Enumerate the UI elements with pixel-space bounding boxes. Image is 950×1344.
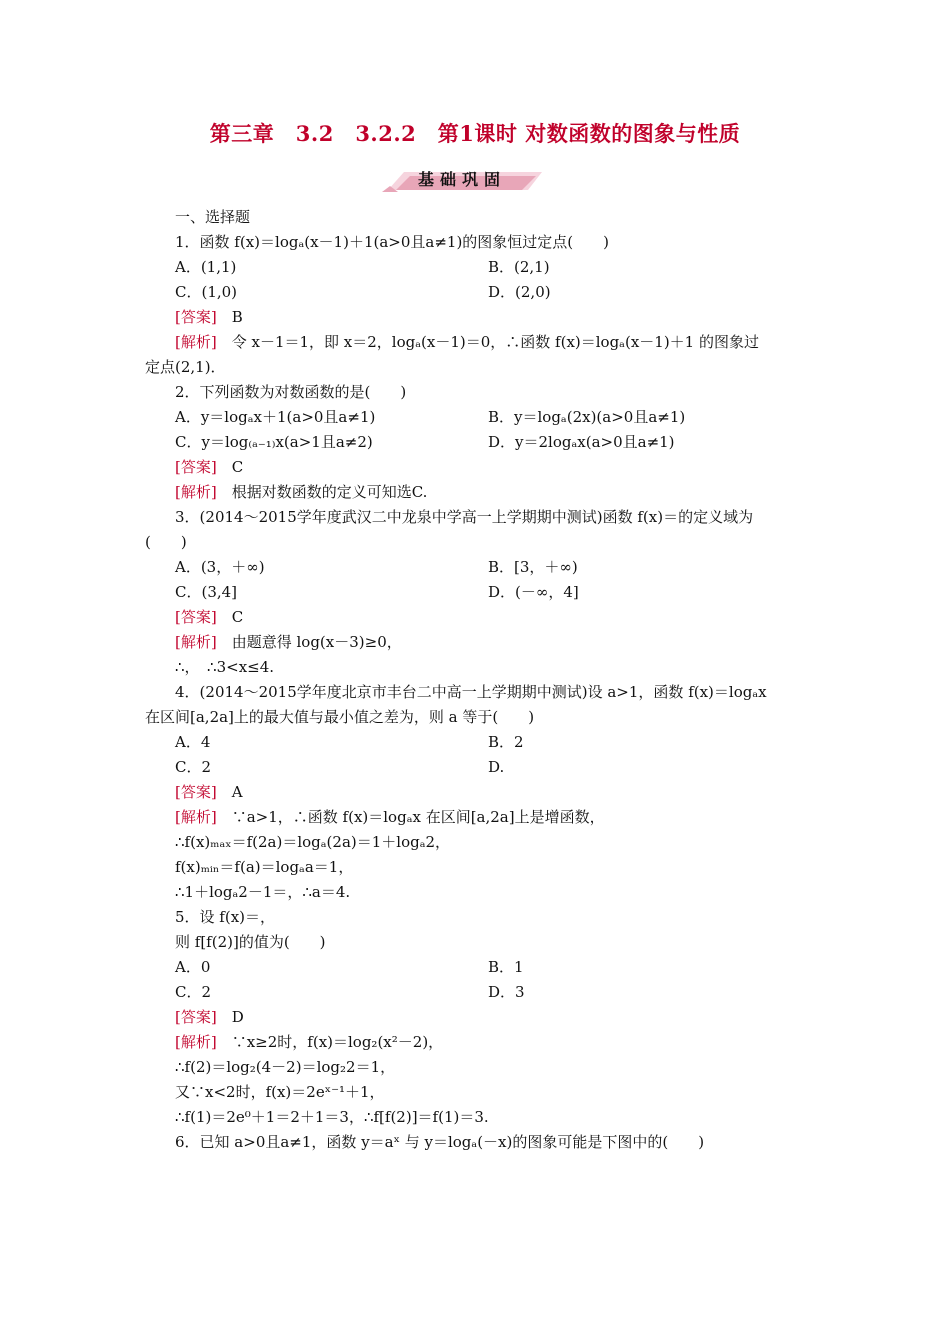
text-segment: 由题意得 log(x－3)≥0，: [216, 633, 402, 651]
text-segment: B．(2,1): [488, 258, 550, 276]
text-segment: D．y＝2logₐx(a>0且a≠1): [488, 433, 675, 451]
text-line: [175, 1107, 489, 1127]
text-segment: ∵x≥2时，f(x)＝log₂(x²－2)，: [216, 1033, 444, 1051]
answer-tag: [答案]: [175, 1008, 217, 1026]
text-segment: D．3: [488, 983, 525, 1001]
text-line: [175, 382, 406, 402]
text-line: [175, 682, 767, 702]
text-segment: 3．(2014～2015学年度武汉二中龙泉中学高一上学期期中测试)函数 f(x)＝的定义域为: [175, 508, 754, 526]
text-line: [175, 657, 274, 677]
text-segment: D: [216, 1008, 244, 1026]
text-line: [175, 832, 450, 852]
text-line: [175, 782, 243, 802]
text-segment: ∴f(2)＝log₂(4－2)＝log₂2＝1，: [175, 1058, 396, 1076]
answer-tag: [答案]: [175, 308, 217, 326]
text-line: [488, 757, 504, 777]
text-segment: A．(3，＋∞): [175, 558, 265, 576]
text-line: [488, 557, 578, 577]
text-segment: C．(1,0): [175, 283, 238, 301]
text-line: [175, 857, 353, 877]
text-segment: 2．下列函数为对数函数的是( ): [175, 383, 407, 401]
text-segment: ∴f(1)＝2e⁰＋1＝2＋1＝3，∴f[f(2)]＝f(1)＝3.: [175, 1108, 489, 1126]
text-line: [488, 432, 675, 452]
text-segment: C: [216, 608, 244, 626]
text-line: [175, 207, 250, 227]
text-line: [145, 707, 534, 727]
text-line: [175, 457, 243, 477]
answer-tag: [答案]: [175, 458, 217, 476]
text-segment: B．1: [488, 958, 524, 976]
answer-tag: [解析]: [175, 633, 217, 651]
text-line: [175, 957, 210, 977]
text-line: [145, 532, 187, 552]
text-segment: 4．(2014～2015学年度北京市丰台二中高一上学期期中测试)设 a>1，函数 f(x)＝logₐx: [175, 683, 767, 701]
text-line: [175, 1007, 244, 1027]
text-line: [175, 932, 326, 952]
answer-tag: [解析]: [175, 333, 217, 351]
section-banner: [382, 168, 542, 194]
text-segment: B．y＝logₐ(2x)(a>0且a≠1): [488, 408, 686, 426]
text-segment: 6．已知 a>0且a≠1，函数 y＝aˣ 与 y＝logₐ(－x)的图象可能是下图中的( ): [175, 1133, 705, 1151]
text-segment: B: [216, 308, 243, 326]
text-line: [488, 407, 685, 427]
text-line: [175, 1082, 385, 1102]
text-line: [175, 982, 211, 1002]
text-line: [175, 907, 275, 927]
text-line: [175, 1032, 443, 1052]
text-line: [145, 357, 226, 377]
text-segment: D．(2,0): [488, 283, 551, 301]
text-line: [488, 282, 551, 302]
text-line: [175, 807, 605, 827]
text-line: [175, 507, 753, 527]
text-line: [488, 732, 524, 752]
text-line: [175, 757, 211, 777]
text-line: [488, 582, 579, 602]
text-line: [175, 1132, 704, 1152]
text-segment: C．2: [175, 983, 212, 1001]
text-line: [488, 982, 525, 1002]
text-segment: 1．函数 f(x)＝logₐ(x－1)＋1(a>0且a≠1)的图象恒过定点( ): [175, 233, 610, 251]
text-line: [175, 732, 210, 752]
answer-tag: [解析]: [175, 1033, 217, 1051]
answer-tag: [答案]: [175, 608, 217, 626]
page-title: 第三章 3.2 3.2.2 第1课时 对数函数的图象与性质: [209, 121, 741, 146]
text-segment: f(x)ₘᵢₙ＝f(a)＝logₐa＝1，: [175, 858, 354, 876]
text-segment: C．2: [175, 758, 212, 776]
text-segment: A．(1,1): [175, 258, 237, 276]
text-segment: C．(3,4]: [175, 583, 238, 601]
text-line: [175, 582, 237, 602]
text-segment: 定点(2,1)．: [145, 358, 226, 376]
text-line: [175, 632, 402, 652]
text-segment: 又∵x<2时，f(x)＝2eˣ⁻¹＋1，: [175, 1083, 385, 1101]
text-line: [175, 257, 236, 277]
text-line: [175, 232, 609, 252]
text-segment: C．y＝log₍ₐ₋₁₎x(a>1且a≠2): [175, 433, 373, 451]
text-line: [175, 882, 350, 902]
text-line: [175, 307, 243, 327]
text-line: [175, 332, 759, 352]
text-segment: ∴f(x)ₘₐₓ＝f(2a)＝logₐ(2a)＝1＋logₐ2，: [175, 833, 451, 851]
answer-tag: [解析]: [175, 808, 217, 826]
text-segment: 则 f[f(2)]的值为( ): [175, 933, 326, 951]
text-segment: ∵a>1，∴函数 f(x)＝logₐx 在区间[a,2a]上是增函数，: [216, 808, 605, 826]
text-line: [488, 257, 550, 277]
answer-tag: [答案]: [175, 783, 217, 801]
text-segment: ( ): [145, 533, 187, 551]
text-segment: A．0: [175, 958, 211, 976]
text-segment: D．(－∞，4]: [488, 583, 579, 601]
text-segment: B．[3，＋∞): [488, 558, 578, 576]
text-segment: ∴1＋logₐ2－1＝，∴a＝4.: [175, 883, 351, 901]
text-segment: 5．设 f(x)＝，: [175, 908, 276, 926]
text-segment: C: [216, 458, 244, 476]
text-line: [175, 557, 265, 577]
text-segment: A．y＝logₐx＋1(a>0且a≠1): [175, 408, 376, 426]
answer-tag: [解析]: [175, 483, 217, 501]
text-line: [488, 957, 524, 977]
text-line: [175, 282, 237, 302]
text-line: [175, 432, 373, 452]
text-segment: B．2: [488, 733, 524, 751]
text-segment: 在区间[a,2a]上的最大值与最小值之差为，则 a 等于( ): [145, 708, 535, 726]
text-segment: 根据对数函数的定义可知选C.: [216, 483, 428, 501]
text-segment: D.: [488, 758, 505, 776]
text-line: [175, 407, 375, 427]
text-segment: A: [216, 783, 243, 801]
text-line: [175, 482, 427, 502]
text-segment: A．4: [175, 733, 211, 751]
section-label: 基础巩固: [417, 170, 506, 189]
text-line: [175, 1057, 395, 1077]
text-segment: 一、选择题: [175, 208, 251, 226]
text-line: [175, 607, 243, 627]
text-segment: 令 x－1＝1，即 x＝2，logₐ(x－1)＝0，∴函数 f(x)＝logₐ(x－1)＋1 的图象过: [216, 333, 759, 351]
text-segment: ∴， ∴3<x≤4.: [175, 658, 275, 676]
